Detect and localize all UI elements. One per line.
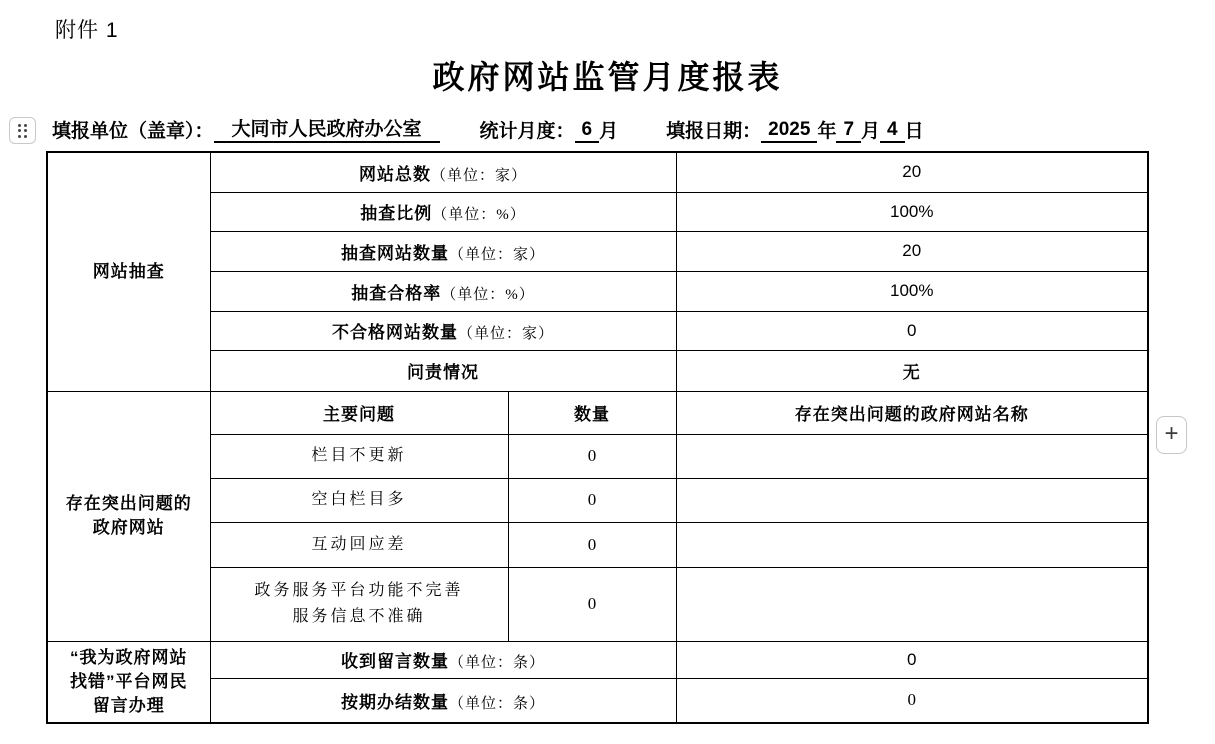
row-label: 按期办结数量 (341, 692, 449, 712)
row-value-cell[interactable]: 0 (676, 311, 1148, 350)
row-unit: （单位：%） (432, 207, 526, 223)
section3-label-line3: 留言办理 (92, 695, 165, 715)
table-row (47, 434, 1148, 478)
row-label-cell[interactable] (210, 311, 676, 350)
table-row (47, 678, 1148, 723)
page-title: 政府网站监管月度报表 (432, 59, 783, 95)
row-label-cell[interactable] (210, 192, 676, 231)
row-value-cell[interactable]: 0 (676, 641, 1148, 678)
table-row (47, 478, 1148, 522)
row-label-cell[interactable] (210, 641, 676, 678)
row-label-cell[interactable] (210, 350, 676, 391)
row-value-cell[interactable]: 0 (676, 678, 1148, 723)
row-unit: （单位：%） (441, 286, 535, 303)
table-row (47, 641, 1148, 678)
table-row (47, 567, 1148, 641)
row-value-cell[interactable]: 100% (676, 192, 1148, 231)
problem-sites-cell[interactable] (676, 567, 1148, 641)
grip-dots-icon (18, 124, 27, 138)
section2-label-line2: 政府网站 (92, 518, 165, 537)
report-date-year-suffix: 年 (817, 121, 837, 142)
row-label-cell[interactable] (210, 152, 676, 192)
table-row (47, 231, 1148, 271)
report-date-year: 2025 (761, 119, 817, 143)
row-value-cell[interactable]: 100% (676, 271, 1148, 311)
row-unit: （单位：条） (449, 695, 546, 712)
row-label: 抽查合格率 (351, 283, 442, 303)
table-row (47, 311, 1148, 350)
report-date-day: 4 (880, 119, 905, 143)
stat-month-suffix: 月 (599, 121, 619, 142)
section1-label-cell[interactable]: 网站抽查 (47, 152, 210, 391)
column-header-problem[interactable]: 主要问题 (210, 391, 508, 434)
row-label: 不合格网站数量 (332, 323, 458, 342)
add-row-button[interactable]: + (1156, 416, 1187, 454)
problem-cell[interactable]: 互动回应差 (210, 522, 508, 567)
problem-line1: 政务服务平台功能不完善 (254, 582, 464, 599)
row-unit: （单位：家） (431, 167, 528, 184)
stat-month-label: 统计月度： (479, 121, 575, 142)
row-value-cell[interactable]: 无 (676, 350, 1148, 391)
form-header (52, 114, 924, 143)
row-label: 网站总数 (359, 164, 431, 184)
section3-label-cell[interactable] (47, 641, 210, 723)
row-label-cell[interactable] (210, 231, 676, 271)
row-label-cell[interactable] (210, 271, 676, 311)
problem-cell[interactable] (210, 567, 508, 641)
block-drag-handle[interactable] (9, 117, 36, 144)
section3-label-line2: 找错”平台网民 (70, 671, 188, 691)
row-label: 问责情况 (407, 363, 479, 382)
report-date-label: 填报日期： (666, 121, 762, 142)
problem-count-cell[interactable]: 0 (508, 434, 676, 478)
reporting-unit-value: 大同市人民政府办公室 (214, 114, 440, 143)
reporting-unit-label: 填报单位（盖章）： (52, 121, 214, 142)
report-date-month: 7 (836, 119, 861, 143)
problem-count-cell[interactable]: 0 (508, 567, 676, 641)
row-unit: （单位：条） (449, 655, 546, 671)
row-label: 抽查比例 (360, 204, 433, 223)
column-header-sites[interactable]: 存在突出问题的政府网站名称 (676, 391, 1148, 434)
attachment-label: 附件 1 (55, 19, 119, 42)
table-row (47, 152, 1148, 192)
report-table (46, 151, 1149, 724)
table-row (47, 391, 1148, 434)
section3-label-line1: “我为政府网站 (70, 647, 188, 667)
problem-count-cell[interactable]: 0 (508, 522, 676, 567)
problem-sites-cell[interactable] (676, 434, 1148, 478)
row-label-cell[interactable] (210, 678, 676, 723)
section2-label-cell[interactable] (47, 391, 210, 641)
problem-cell[interactable]: 空白栏目多 (210, 478, 508, 522)
report-date-month-suffix: 月 (861, 121, 881, 142)
problem-cell[interactable]: 栏目不更新 (210, 434, 508, 478)
row-unit: （单位：家） (458, 326, 555, 342)
row-value-cell[interactable]: 20 (676, 152, 1148, 192)
stat-month-value: 6 (575, 119, 600, 143)
problem-count-cell[interactable]: 0 (508, 478, 676, 522)
row-label: 抽查网站数量 (341, 243, 449, 263)
problem-sites-cell[interactable] (676, 478, 1148, 522)
row-unit: （单位：家） (449, 246, 546, 263)
table-row (47, 192, 1148, 231)
table-row (47, 271, 1148, 311)
row-value-cell[interactable]: 20 (676, 231, 1148, 271)
problem-sites-cell[interactable] (676, 522, 1148, 567)
problem-line2: 服务信息不准确 (292, 608, 426, 625)
table-row (47, 350, 1148, 391)
table-row (47, 522, 1148, 567)
row-label: 收到留言数量 (341, 652, 449, 671)
report-date-day-suffix: 日 (904, 121, 924, 142)
column-header-count[interactable]: 数量 (508, 391, 676, 434)
section2-label-line1: 存在突出问题的 (65, 494, 192, 513)
